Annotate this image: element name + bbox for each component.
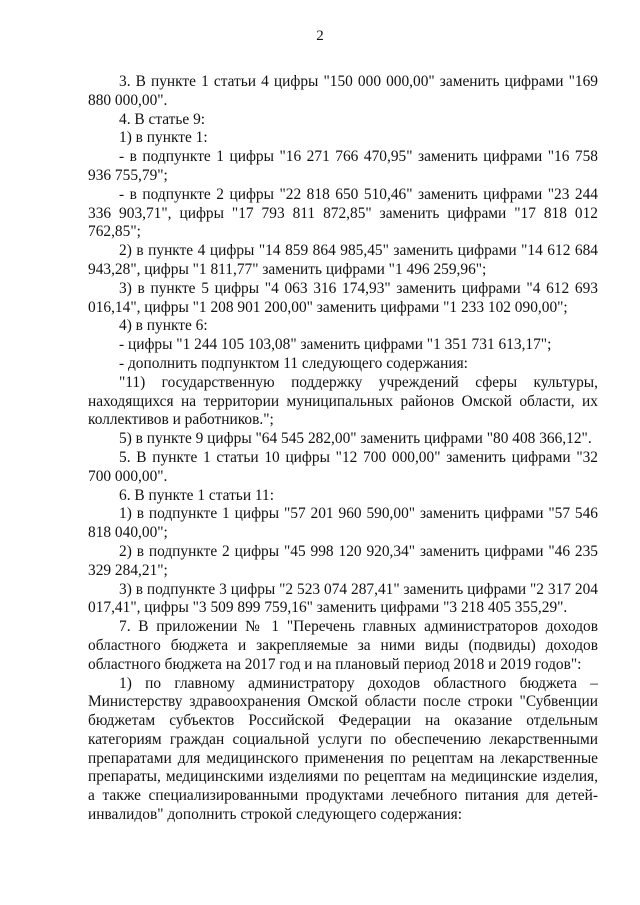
paragraph: 1) в подпункте 1 цифры "57 201 960 590,00" заменить цифрами "57 546 818 040,00"; [88, 505, 602, 542]
paragraph: - в подпункте 2 цифры "22 818 650 510,46" заменить цифрами "23 244 336 903,71", цифры "17 793 811 872,85" заменить цифрами "17 818 012 762,85"; [88, 185, 602, 241]
paragraph: 4. В статье 9: [119, 110, 206, 128]
paragraph: 1) по главному администратору доходов областного бюджета – Министерству здравоохранения Омской области после строки "Субвенции бюджетам субъектов Российской Федерации на оказание отдельным категориям граждан социальной услуги по обеспечению лекарственными препаратами для медицинского применения по рецептам на лекарственные препараты, медицинскими изделиями по рецептам на медицинские изделия, а также специализированными продуктами лечебного питания для детей-инвалидов" дополнить строкой следующего содержания: [88, 674, 602, 824]
paragraph: 4) в пункте 6: [119, 317, 208, 335]
paragraph: 2) в пункте 4 цифры "14 859 864 985,45" заменить цифрами "14 612 684 943,28", цифры "1 811,77" заменить цифрами "1 496 259,96"; [88, 242, 602, 278]
document-body [88, 73, 602, 825]
paragraph: 3) в подпункте 3 цифры "2 523 074 287,41" заменить цифрами "2 317 204 017,41", цифры "3 509 899 759,16" заменить цифрами "3 218 405 355,29". [88, 580, 602, 617]
page-number: 2 [316, 28, 324, 44]
paragraph: 5) в пункте 9 цифры "64 545 282,00" заменить цифрами "80 408 366,12". [119, 430, 592, 448]
paragraph: 3. В пункте 1 статьи 4 цифры "150 000 000,00" заменить цифрами "169 880 000,00". [88, 73, 602, 109]
paragraph: 3) в пункте 5 цифры "4 063 316 174,93" заменить цифрами "4 612 693 016,14", цифры "1 208 901 200,00" заменить цифрами "1 233 102 090,00"; [88, 279, 602, 316]
paragraph: - цифры "1 244 105 103,08" заменить цифрами "1 351 731 613,17"; [119, 336, 552, 354]
paragraph: 5. В пункте 1 статьи 10 цифры "12 700 000,00" заменить цифрами "32 700 000,00". [88, 448, 602, 485]
paragraph: 7. В приложении № 1 "Перечень главных администраторов доходов областного бюджета и закрепляемые за ними виды (подвиды) доходов областного бюджета на 2017 год и на плановый период 2018 и 2019 годов": [88, 618, 602, 673]
paragraph: "11) государственную поддержку учреждений сферы культуры, находящихся на территории муниципальных районов Омской области, их коллективов и работников."; [88, 373, 602, 429]
paragraph: - в подпункте 1 цифры "16 271 766 470,95" заменить цифрами "16 758 936 755,79"; [88, 148, 602, 184]
paragraph: - дополнить подпунктом 11 следующего содержания: [119, 354, 468, 372]
paragraph: 1) в пункте 1: [119, 129, 208, 147]
paragraph: 2) в подпункте 2 цифры "45 998 120 920,34" заменить цифрами "46 235 329 284,21"; [88, 542, 602, 579]
paragraph: 6. В пункте 1 статьи 11: [119, 486, 274, 504]
